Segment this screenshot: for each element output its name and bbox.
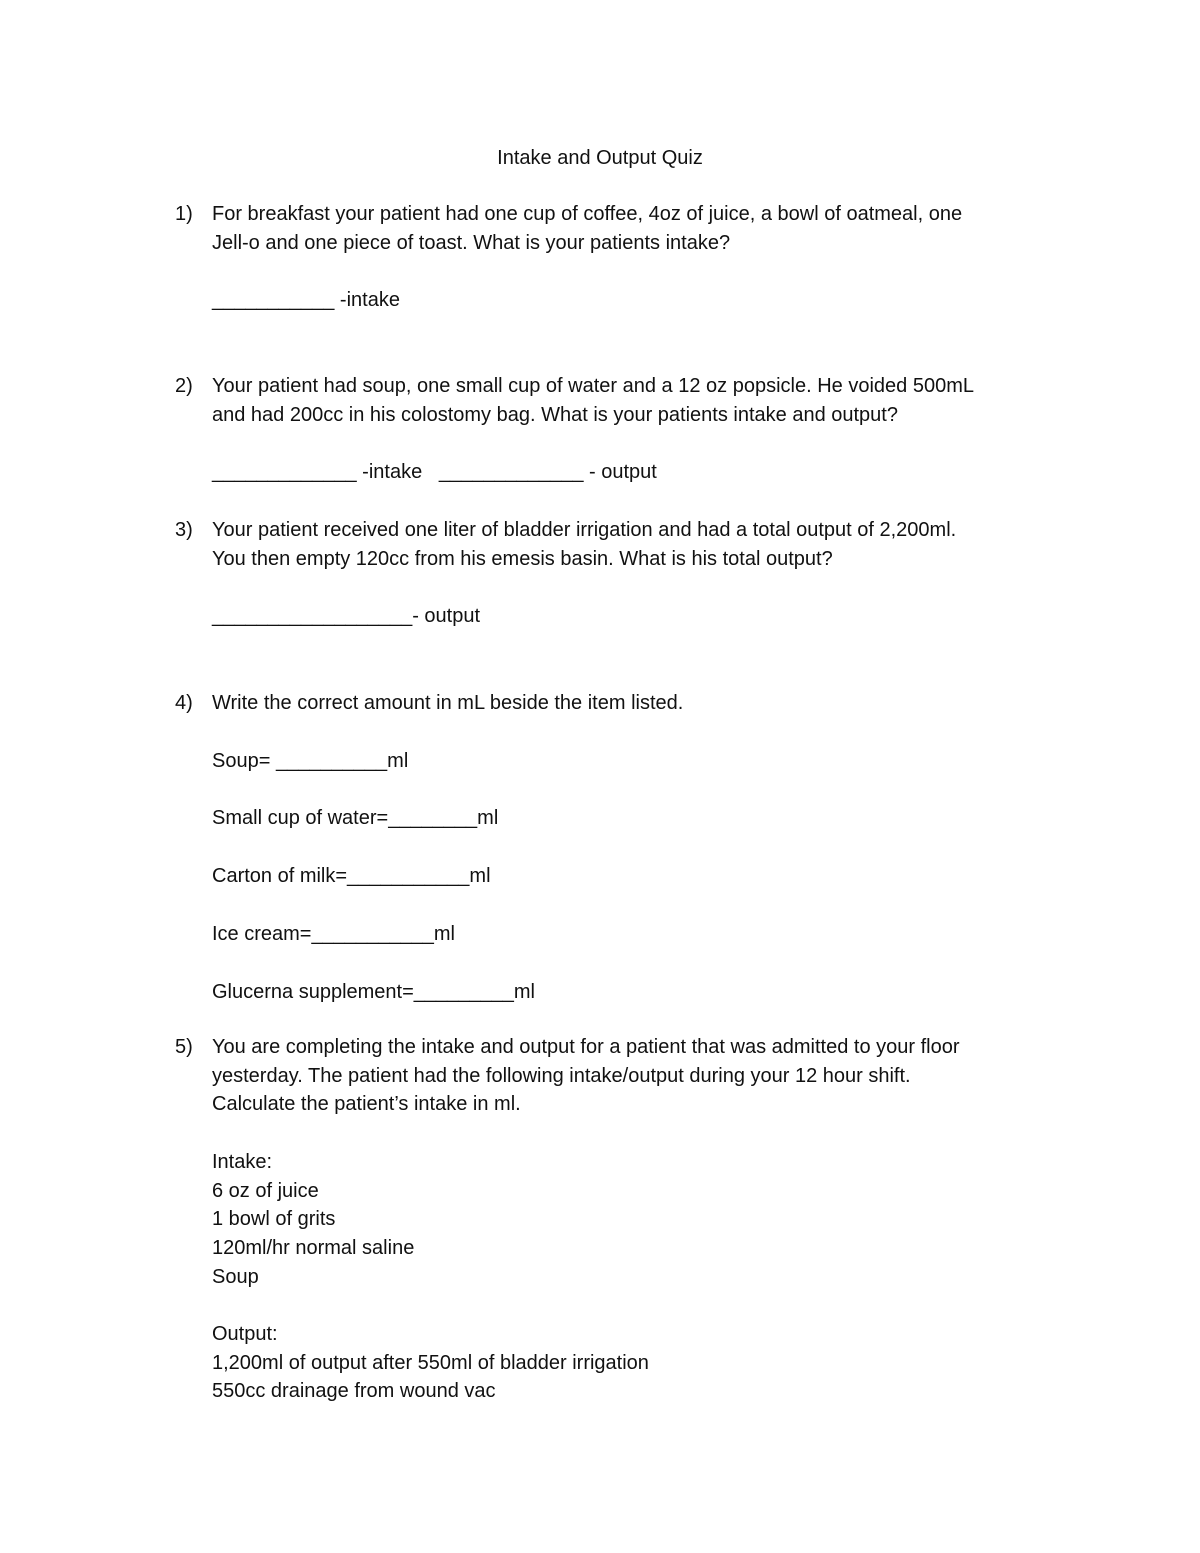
question-4 [175, 689, 1055, 1006]
output-heading: Output: [212, 1323, 278, 1345]
fill-in-item: Small cup of water=________ml [212, 807, 499, 830]
question-number: 2) [175, 375, 193, 397]
output-item: 550cc drainage from wound vac [212, 1380, 496, 1403]
question-text-line: and had 200cc in his colostomy bag. What is your patients intake and output? [212, 403, 898, 426]
question-text-line: For breakfast your patient had one cup of coffee, 4oz of juice, a bowl of oatmeal, one [212, 203, 963, 225]
output-item: 1,200ml of output after 550ml of bladder irrigation [212, 1351, 649, 1374]
question-text-line: You then empty 120cc from his emesis basin. What is his total output? [212, 547, 833, 570]
intake-item: 120ml/hr normal saline [212, 1236, 415, 1259]
fill-in-item: Soup= __________ml [212, 749, 409, 772]
question-5 [175, 1033, 1055, 1406]
question-text-line: Your patient had soup, one small cup of water and a 12 oz popsicle. He voided 500mL [212, 375, 974, 397]
question-text-line: Calculate the patient’s intake in ml. [212, 1093, 521, 1116]
question-text-line: You are completing the intake and output for a patient that was admitted to your floor [212, 1036, 960, 1058]
question-number: 4) [175, 692, 193, 714]
question-text-line: Your patient received one liter of bladder irrigation and had a total output of 2,200ml. [212, 519, 957, 541]
page-title: Intake and Output Quiz [497, 147, 703, 169]
fill-in-item: Ice cream=___________ml [212, 922, 455, 945]
intake-item: Soup [212, 1265, 259, 1288]
question-number: 3) [175, 519, 193, 541]
intake-heading: Intake: [212, 1150, 273, 1173]
question-text-line: Write the correct amount in mL beside the item listed. [212, 692, 684, 714]
question-3 [175, 516, 1055, 631]
question-text-line: yesterday. The patient had the following intake/output during your 12 hour shift. [212, 1064, 911, 1087]
fill-in-item: Carton of milk=___________ml [212, 865, 491, 888]
fill-in-item: Glucerna supplement=_________ml [212, 980, 535, 1003]
question-text-line: Jell-o and one piece of toast. What is your patients intake? [212, 231, 731, 254]
answer-blank: ___________ -intake [212, 289, 400, 312]
intake-item: 1 bowl of grits [212, 1208, 336, 1231]
question-1 [175, 200, 1055, 315]
question-2 [175, 372, 1055, 487]
question-number: 1) [175, 203, 193, 225]
intake-item: 6 oz of juice [212, 1179, 319, 1202]
answer-blank: __________________- output [212, 605, 481, 628]
answer-blank: _____________ -intake _____________ - output [212, 461, 657, 484]
question-number: 5) [175, 1036, 193, 1058]
